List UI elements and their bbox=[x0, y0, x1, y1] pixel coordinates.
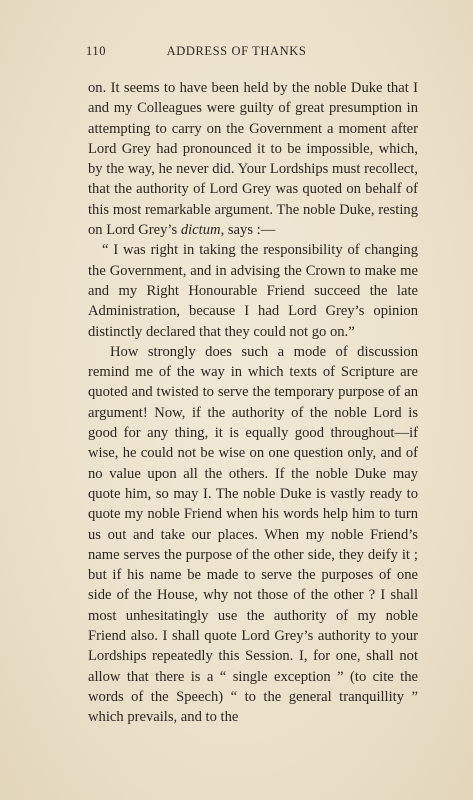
running-title: ADDRESS OF THANKS bbox=[166, 44, 307, 58]
paragraph-3: How strongly does such a mode of discussion remind me of the way in which texts of Scripture are quoted and twisted to serve the temporary purpose of an argument! Now, if the authority of the noble Lord is good for any thing, it is equally good throughout—if wise, he could not be wise on one question only, and of no value upon all the others. If the noble Duke may quote him, so may I. The noble Duke is vastly ready to quote my noble Friend when his words help him to turn us out and take our places. When my noble Friend’s name serves the purpose of the other side, they deify it ; but if his name be made to serve the purposes of one side of the House, why not those of the other ? I shall most unhesitatingly use the authority of my noble Friend also. I shall quote Lord Grey’s authority to your Lordships repeatedly this Session. I, for one, shall not allow that there is a “ single exception ” (to cite the words of the Speech) “ to the general tranquillity ” which prevails, and to the bbox=[88, 343, 418, 726]
paragraph-1-end: , says :— bbox=[220, 222, 276, 239]
paragraph-1 bbox=[88, 78, 418, 240]
italic-dictum: dictum bbox=[180, 222, 221, 239]
paragraph-1-text: on. It seems to have been held by the noble Duke that I and my Colleagues were guilty of great presumption in attempting to carry on the Government a moment after Lord Grey had pronounced it to be impossible, which, by the way, he never did. Your Lordships must recollect, that the authority of Lord Grey was quoted on behalf of this most remarkable argument. The noble Duke, resting on Lord Grey’s bbox=[88, 80, 418, 239]
page-header bbox=[0, 44, 473, 62]
body-text bbox=[88, 78, 418, 728]
page-number: 110 bbox=[86, 44, 107, 58]
quotation-paragraph: “ I was right in taking the responsibility of changing the Government, and in advising the Crown to make me and my Right Honourable Friend succeed the late Administration, because I had Lord Grey’s opinion distinctly declared that they could not go on.” bbox=[88, 242, 418, 340]
